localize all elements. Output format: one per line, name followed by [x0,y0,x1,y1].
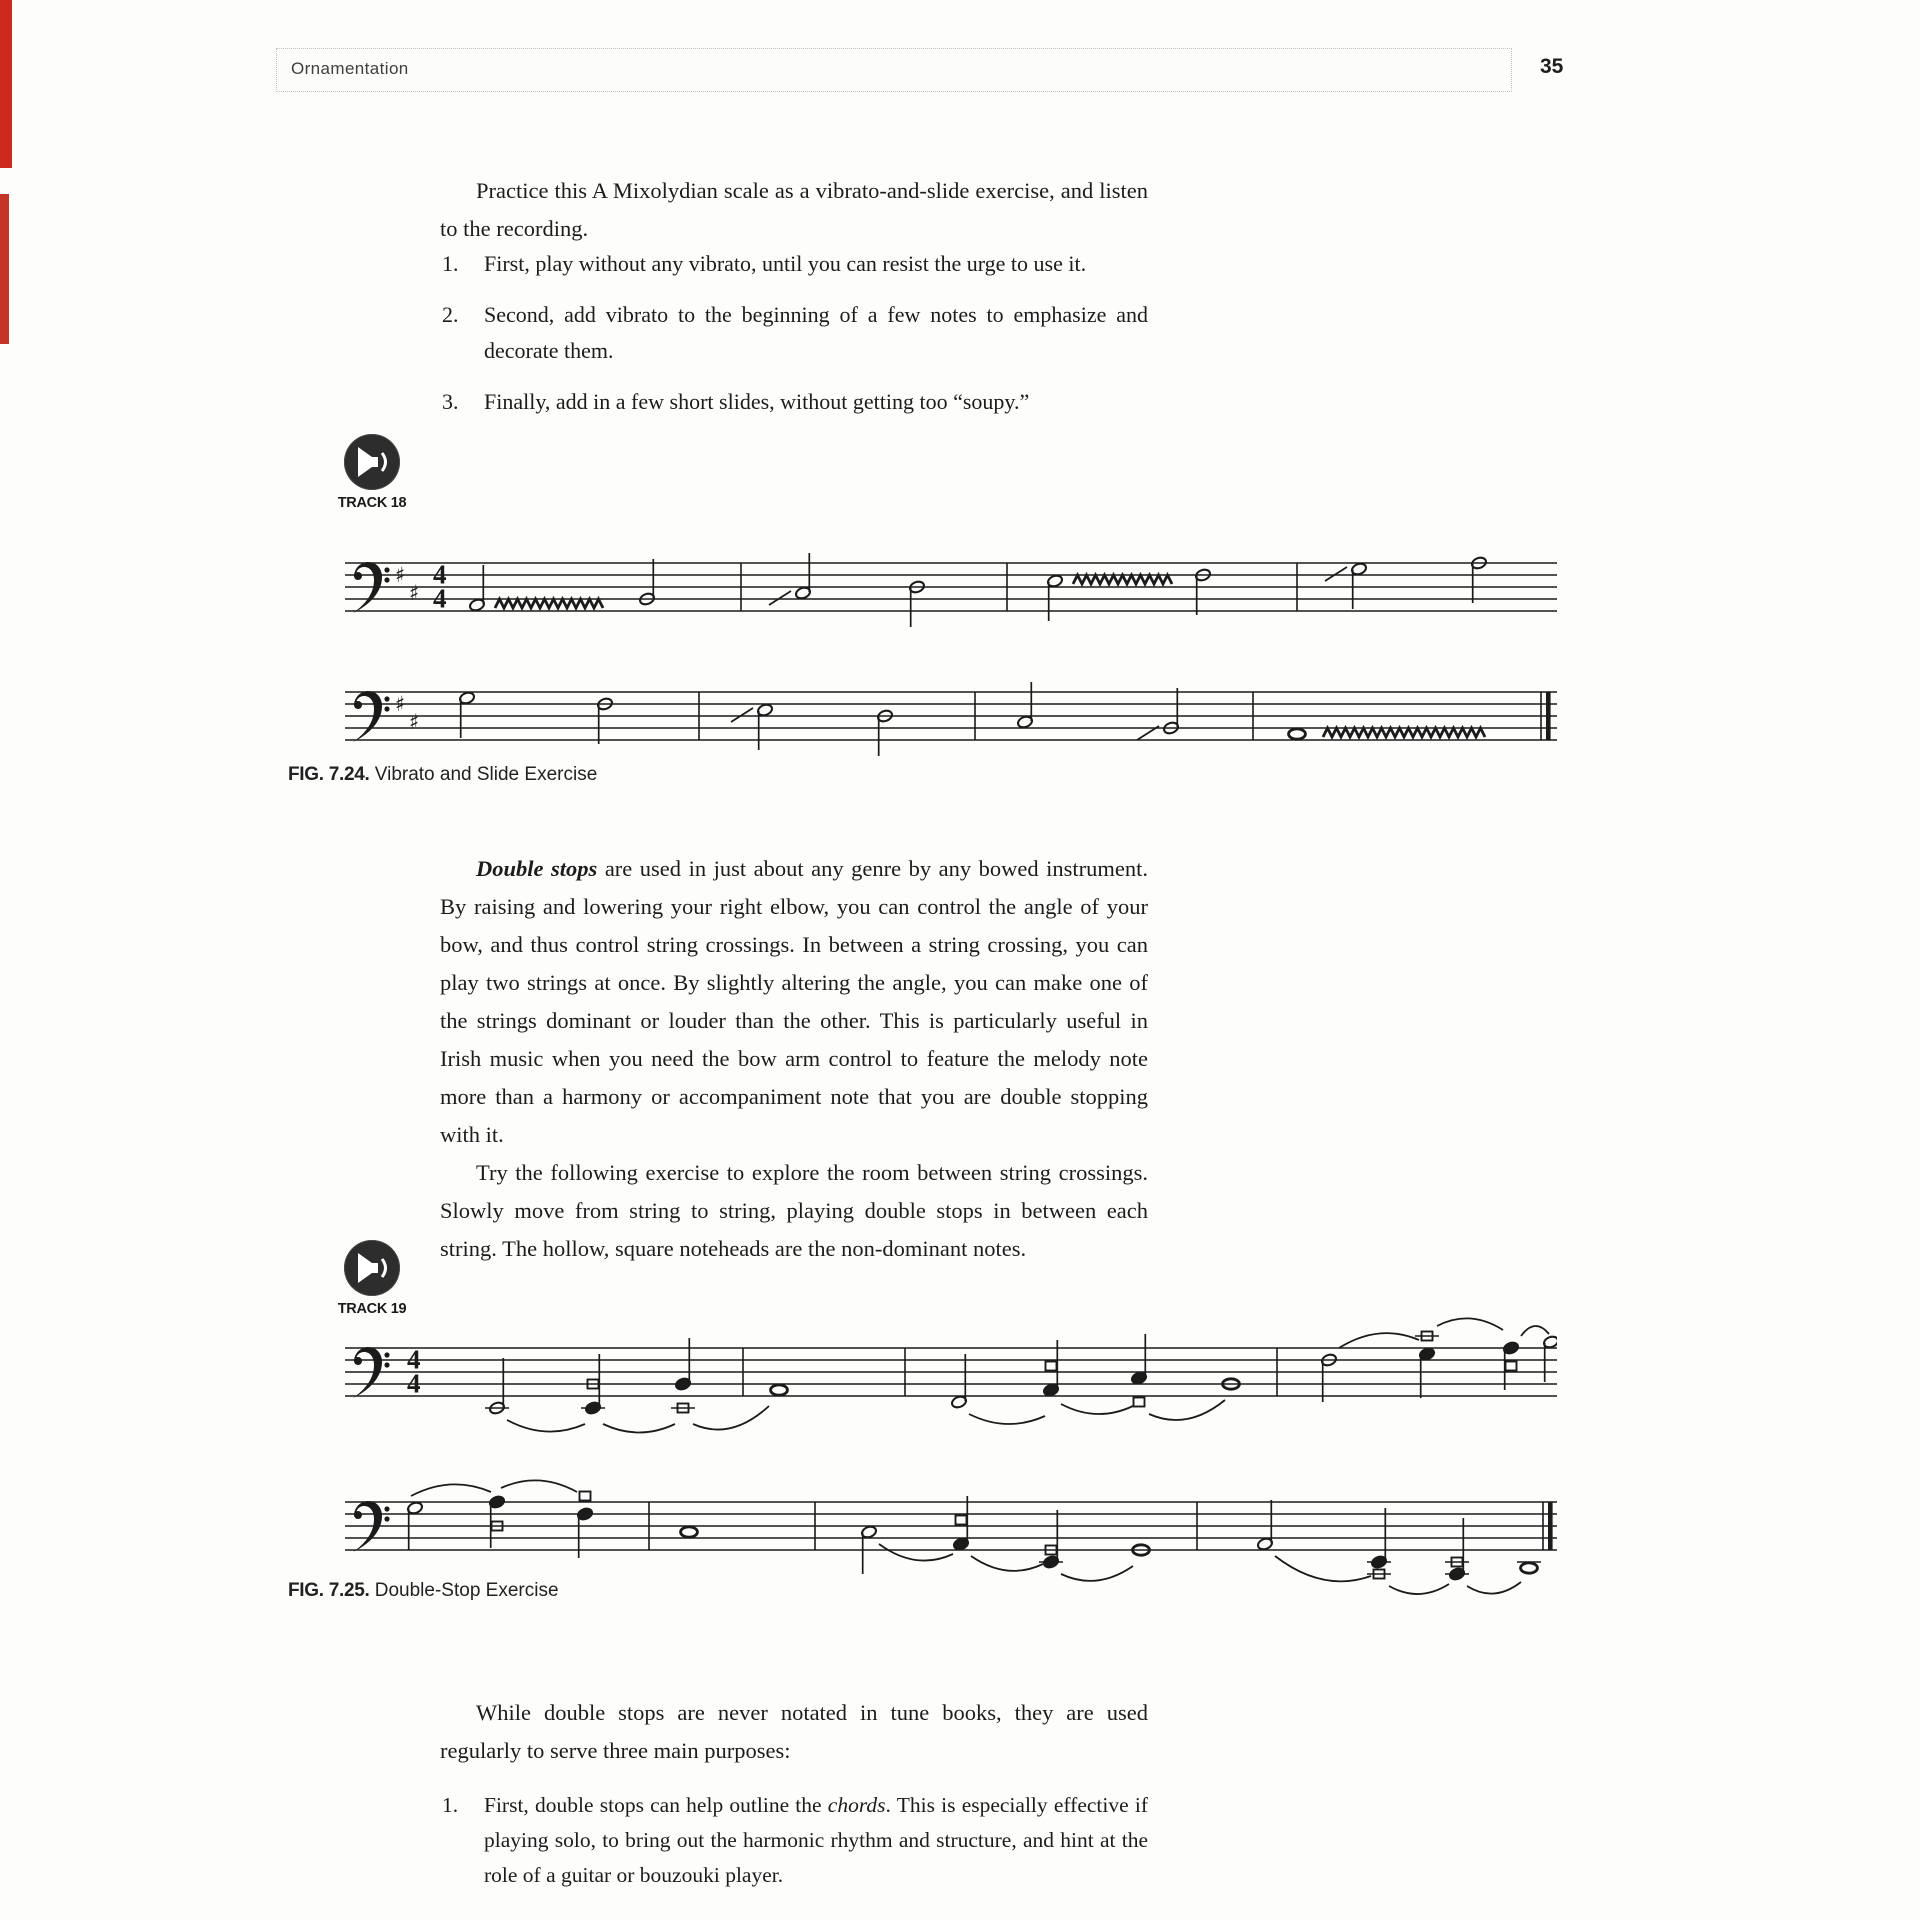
list-item [440,246,1148,282]
speaker-icon [344,434,400,490]
paragraph: Try the following exercise to explore the room between string crossings. Slowly move from string to string, playing double stops in between each string. The hollow, square noteheads are the non-dominant notes. [440,1160,1148,1261]
track-label: TRACK 19 [337,1301,407,1317]
track-18-marker [317,434,427,511]
running-header [276,48,1512,92]
music-staff-fig724-system2 [345,668,1557,778]
figure-title: Vibrato and Slide Exercise [369,764,598,785]
list-item [440,297,1148,369]
page-edge-red-strip [0,0,12,168]
outro-paragraph [440,1694,1148,1770]
paragraph [440,850,1148,1154]
svg-text:4: 4 [407,1368,421,1399]
svg-text:4: 4 [433,583,447,614]
chapter-title: Ornamentation [291,59,409,78]
music-staff-fig725-system1 [345,1300,1557,1452]
list-text: Second, add vibrato to the beginning of a few notes to emphasize and decorate them. [484,302,1148,363]
svg-text:♯: ♯ [395,563,406,587]
list-text: Finally, add in a few short slides, without getting too “soupy.” [484,389,1030,414]
figure-number: FIG. 7.25. [288,1580,370,1601]
track-label: TRACK 18 [337,495,407,511]
page-number: 35 [1540,55,1564,78]
svg-text:4: 4 [433,559,447,590]
music-staff-fig724-system1 [345,540,1557,650]
italic-word: chords [827,1793,886,1817]
list-number: 1. [442,251,459,276]
svg-text:♯: ♯ [409,581,420,605]
list-text: First, double stops can help outline the chords. This is especially effective if playing solo, to bring out the harmonic rhythm and structure, and hint at the role of a guitar or bouzouki player. [484,1793,1148,1887]
svg-text:♯: ♯ [409,710,420,734]
svg-text:♯: ♯ [395,692,406,716]
list-text: First, play without any vibrato, until you can resist the urge to use it. [484,251,1087,276]
figure-caption [288,764,597,786]
paragraph-text: are used in just about any genre by any bowed instrument. By raising and lowering your right elbow, you can control the angle of your bow, and thus control string crossings. In between a string crossing, you can play two strings at once. By slightly altering the angle, you can make one of the strings dominant or louder than the other. This is particularly useful in Irish music when you need the bow arm control to feature the melody note more than a harmony or accompaniment note that you are double stopping with it. [440,856,1149,1147]
paragraph: Practice this A Mixolydian scale as a vibrato-and-slide exercise, and listen to the recording. [440,178,1148,241]
figure-caption [288,1580,559,1602]
bold-italic-lead: Double stops [476,856,598,881]
list-number: 2. [442,302,459,327]
intro-paragraph [440,172,1148,248]
list-number: 1. [442,1793,459,1817]
list-number: 3. [442,389,459,414]
svg-text:4: 4 [407,1344,421,1375]
double-stops-paragraphs [440,850,1148,1268]
paragraph: While double stops are never notated in tune books, they are used regularly to serve three main purposes: [440,1700,1148,1763]
vibrato-steps-list [440,246,1148,435]
list-item [440,384,1148,420]
figure-number: FIG. 7.24. [288,764,370,785]
page-edge-red-strip [0,194,9,344]
list-item [440,1788,1148,1893]
figure-title: Double-Stop Exercise [369,1580,559,1601]
speaker-icon [344,1240,400,1296]
purposes-list [440,1788,1148,1908]
